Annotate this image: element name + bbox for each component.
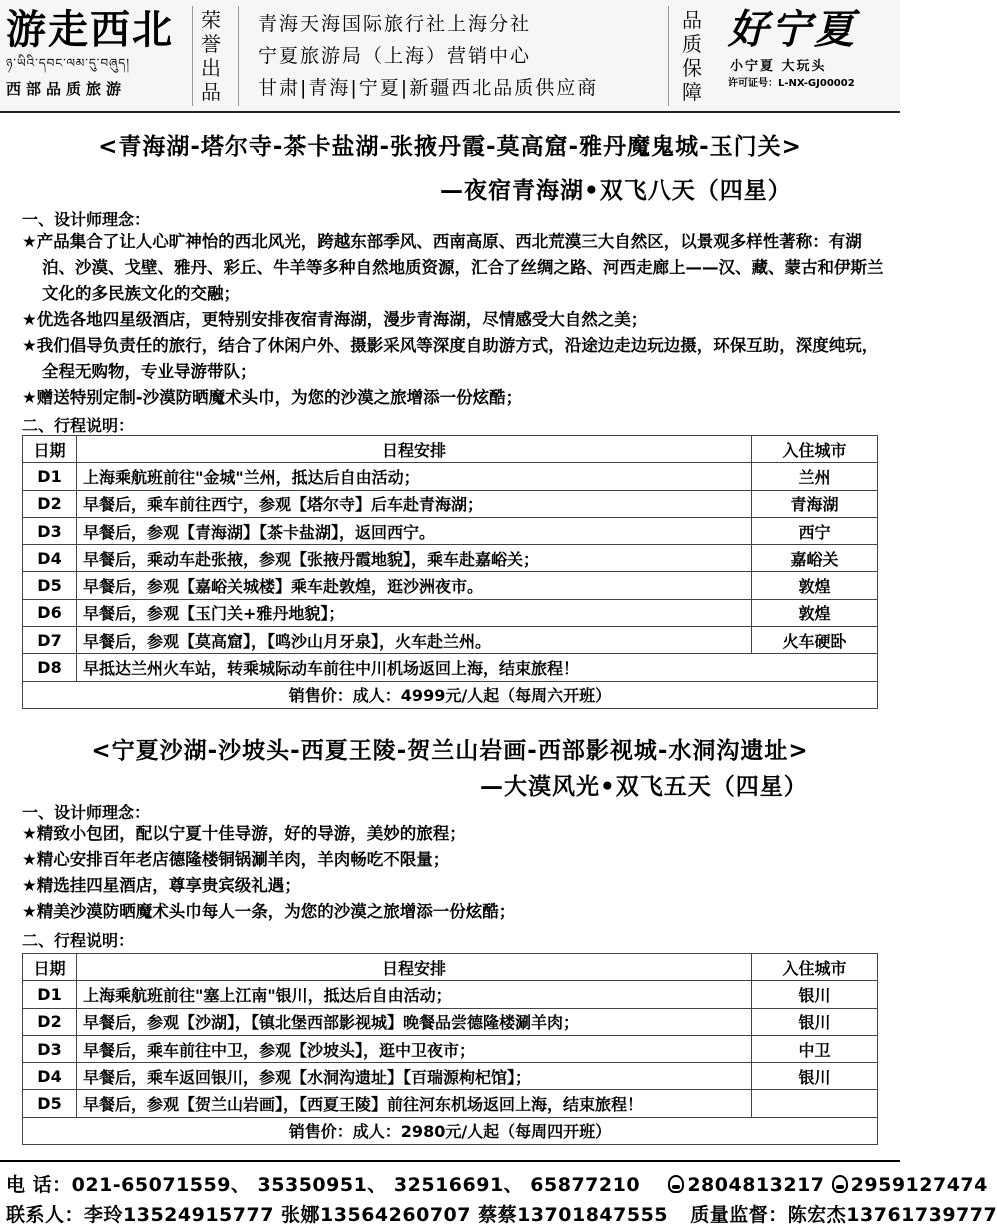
day-cell: D5 <box>23 1090 77 1117</box>
brand-logo-right <box>718 2 898 110</box>
quality-char: 质 <box>682 32 702 56</box>
city-cell: 中卫 <box>752 1035 878 1062</box>
route2-itinerary-table <box>22 953 878 1145</box>
table-row <box>23 1063 878 1090</box>
quality-char: 保 <box>682 56 702 80</box>
day-cell: D3 <box>23 517 77 544</box>
day-cell: D4 <box>23 545 77 572</box>
city-cell: 青海湖 <box>752 490 878 517</box>
logo-subtitle: 西部品质旅游 <box>6 80 127 98</box>
city-cell: 西宁 <box>752 517 878 544</box>
plan-cell: 早抵达兰州火车站，转乘城际动车前往中川机场返回上海，结束旅程！ <box>77 654 878 681</box>
concept-item: ★精致小包团，配以宁夏十佳导游，好的导游，美妙的旅程； <box>22 824 466 843</box>
agency-line: 青海天海国际旅行社上海分社 <box>258 13 532 35</box>
table-row <box>23 1008 878 1035</box>
plan-cell: 早餐后，参观【青海湖】【茶卡盐湖】，返回西宁。 <box>77 517 752 544</box>
city-cell: 银川 <box>752 1063 878 1090</box>
route1-itinerary-heading: 二、行程说明： <box>22 416 135 435</box>
price-cell: 销售价：成人：4999元/人起（每周六开班） <box>23 681 878 708</box>
divider <box>238 6 239 106</box>
table-row <box>23 981 878 1008</box>
plan-cell: 早餐后，乘车前往中卫，参观【沙坡头】，逛中卫夜市； <box>77 1035 752 1062</box>
price-row <box>23 681 878 708</box>
agency-info <box>258 8 658 104</box>
plan-cell: 早餐后，参观【贺兰山岩画】，【西夏王陵】前往河东机场返回上海，结束旅程！ <box>77 1090 752 1117</box>
qq-number-2: 2959127474 <box>850 1174 988 1196</box>
day-cell: D2 <box>23 490 77 517</box>
city-cell: 兰州 <box>752 463 878 490</box>
table-row <box>23 545 878 572</box>
price-row <box>23 1117 878 1144</box>
contacts-line <box>6 1200 997 1227</box>
city-cell: 敦煌 <box>752 599 878 626</box>
route2-concept-list <box>22 821 884 925</box>
col-header-date: 日期 <box>23 954 77 981</box>
city-cell: 火车硬卧 <box>752 627 878 654</box>
honor-char: 品 <box>201 80 221 104</box>
route2-itinerary-heading: 二、行程说明： <box>22 931 135 950</box>
day-cell: D1 <box>23 981 77 1008</box>
table-row <box>23 463 878 490</box>
table-row <box>23 1035 878 1062</box>
table-row <box>23 517 878 544</box>
table-header-row <box>23 954 878 981</box>
route2-subtitle: —大漠风光•双飞五天（四星） <box>480 774 808 800</box>
concept-item: ★精美沙漠防晒魔术头巾每人一条，为您的沙漠之旅增添一份炫酷； <box>22 902 516 921</box>
route2-title: <宁夏沙湖-沙坡头-西夏王陵-贺兰山岩画-西部影视城-水洞沟遗址> <box>91 738 809 764</box>
city-cell: 嘉峪关 <box>752 545 878 572</box>
city-cell: 敦煌 <box>752 572 878 599</box>
honor-char: 荣 <box>201 8 221 32</box>
route1-title: <青海湖-塔尔寺-茶卡盐湖-张掖丹霞-莫高窟-雅丹魔鬼城-玉门关> <box>98 134 802 160</box>
qq-icon <box>832 1175 848 1193</box>
honor-char: 誉 <box>201 32 221 56</box>
concept-item: ★优选各地四星级酒店，更特别安排夜宿青海湖，漫步青海湖，尽情感受大自然之美； <box>22 310 648 329</box>
table-row <box>23 627 878 654</box>
agency-line: 甘肃|青海|宁夏|新疆西北品质供应商 <box>258 77 599 99</box>
brand-logo-left <box>6 6 191 108</box>
plan-cell: 早餐后，乘车返回银川，参观【水洞沟遗址】【百瑞源枸杞馆】； <box>77 1063 752 1090</box>
phone-numbers: 021-65071559、 35350951、 32516691、 65877210 <box>71 1174 641 1196</box>
concept-item: ★赠送特别定制-沙漠防晒魔术头巾，为您的沙漠之旅增添一份炫酷； <box>22 388 523 407</box>
contact-footer <box>0 1160 997 1230</box>
logo-tibetan-text: ཉ་ཡིའི་དབང་ལམ་དུ་བཞུད། <box>6 56 131 70</box>
honor-char: 出 <box>201 56 221 80</box>
table-row <box>23 654 878 681</box>
license-number: 许可证号：L-NX-GJ00002 <box>728 78 855 89</box>
contacts-label: 联系人： <box>6 1204 85 1226</box>
city-cell: 银川 <box>752 981 878 1008</box>
concept-item: ★精选挂四星酒店，尊享贵宾级礼遇； <box>22 876 301 895</box>
day-cell: D4 <box>23 1063 77 1090</box>
plan-cell: 上海乘航班前往"塞上江南"银川，抵达后自由活动； <box>77 981 752 1008</box>
quality-char: 障 <box>682 80 702 104</box>
day-cell: D7 <box>23 627 77 654</box>
concept-item: ★精心安排百年老店德隆楼铜锅涮羊肉，羊肉畅吃不限量； <box>22 850 450 869</box>
col-header-plan: 日程安排 <box>77 954 752 981</box>
route1-concept-list <box>22 229 884 411</box>
plan-cell: 上海乘航班前往"金城"兰州，抵达后自由活动； <box>77 463 752 490</box>
table-row <box>23 572 878 599</box>
day-cell: D8 <box>23 654 77 681</box>
col-header-city: 入住城市 <box>752 954 878 981</box>
route2-concept-heading: 一、设计师理念： <box>22 803 151 822</box>
plan-cell: 早餐后，乘车前往西宁，参观【塔尔寺】后车赴青海湖； <box>77 490 752 517</box>
qq-number-1: 2804813217 <box>687 1174 825 1196</box>
quality-char: 品 <box>682 8 702 32</box>
divider <box>192 6 193 106</box>
plan-cell: 早餐后，乘动车赴张掖，参观【张掖丹霞地貌】，乘车赴嘉峪关； <box>77 545 752 572</box>
qq-icon <box>668 1175 684 1193</box>
col-header-city: 入住城市 <box>752 436 878 463</box>
plan-cell: 早餐后，参观【莫高窟】，【鸣沙山月牙泉】，火车赴兰州。 <box>77 627 752 654</box>
divider <box>668 6 669 106</box>
city-cell <box>752 1090 878 1117</box>
plan-cell: 早餐后，参观【沙湖】，【镇北堡西部影视城】晚餐品尝德隆楼涮羊肉； <box>77 1008 752 1035</box>
phone-label: 电 话： <box>6 1174 72 1196</box>
day-cell: D6 <box>23 599 77 626</box>
col-header-date: 日期 <box>23 436 77 463</box>
table-row <box>23 599 878 626</box>
route1-itinerary-table <box>22 435 878 709</box>
header <box>0 0 900 113</box>
table-row <box>23 1090 878 1117</box>
plan-cell: 早餐后，参观【嘉峪关城楼】乘车赴敦煌，逛沙洲夜市。 <box>77 572 752 599</box>
contacts: 李玲13524915777 张娜13564260707 蔡蔡13701847555 <box>84 1204 669 1226</box>
concept-item: ★我们倡导负责任的旅行，结合了休闲户外、摄影采风等深度自助游方式，沿途边走边玩边摄，环保互助，深度纯玩，全程无购物，专业导游带队； <box>22 336 879 381</box>
plan-cell: 早餐后，参观【玉门关+雅丹地貌】； <box>77 599 752 626</box>
brand-mark: 好宁夏 <box>728 6 857 53</box>
phone-line <box>6 1170 988 1197</box>
logo-main-text: 游走西北 <box>6 6 174 53</box>
quality-label <box>679 8 705 104</box>
col-header-plan: 日程安排 <box>77 436 752 463</box>
supervisor: 陈宏杰13761739777 <box>787 1204 997 1226</box>
supervisor-label: 质量监督： <box>690 1204 788 1226</box>
day-cell: D2 <box>23 1008 77 1035</box>
city-cell: 银川 <box>752 1008 878 1035</box>
day-cell: D1 <box>23 463 77 490</box>
day-cell: D3 <box>23 1035 77 1062</box>
agency-line: 宁夏旅游局（上海）营销中心 <box>258 45 532 67</box>
day-cell: D5 <box>23 572 77 599</box>
route1-subtitle: —夜宿青海湖•双飞八天（四星） <box>440 178 792 204</box>
table-row <box>23 490 878 517</box>
price-cell: 销售价：成人：2980元/人起（每周四开班） <box>23 1117 878 1144</box>
table-header-row <box>23 436 878 463</box>
concept-item: ★产品集合了让人心旷神怡的西北风光，跨越东部季风、西南高原、西北荒漠三大自然区，以景观多样性著称：有湖泊、沙漠、戈壁、雅丹、彩丘、牛羊等多种自然地质资源，汇合了丝绸之路、河西走廊上——汉、藏、蒙古和伊斯兰文化的多民族文化的交融； <box>22 232 884 303</box>
honor-label <box>198 8 224 104</box>
route1-concept-heading: 一、设计师理念： <box>22 210 151 229</box>
brand-slogan: 小宁夏 大玩头 <box>730 59 827 74</box>
